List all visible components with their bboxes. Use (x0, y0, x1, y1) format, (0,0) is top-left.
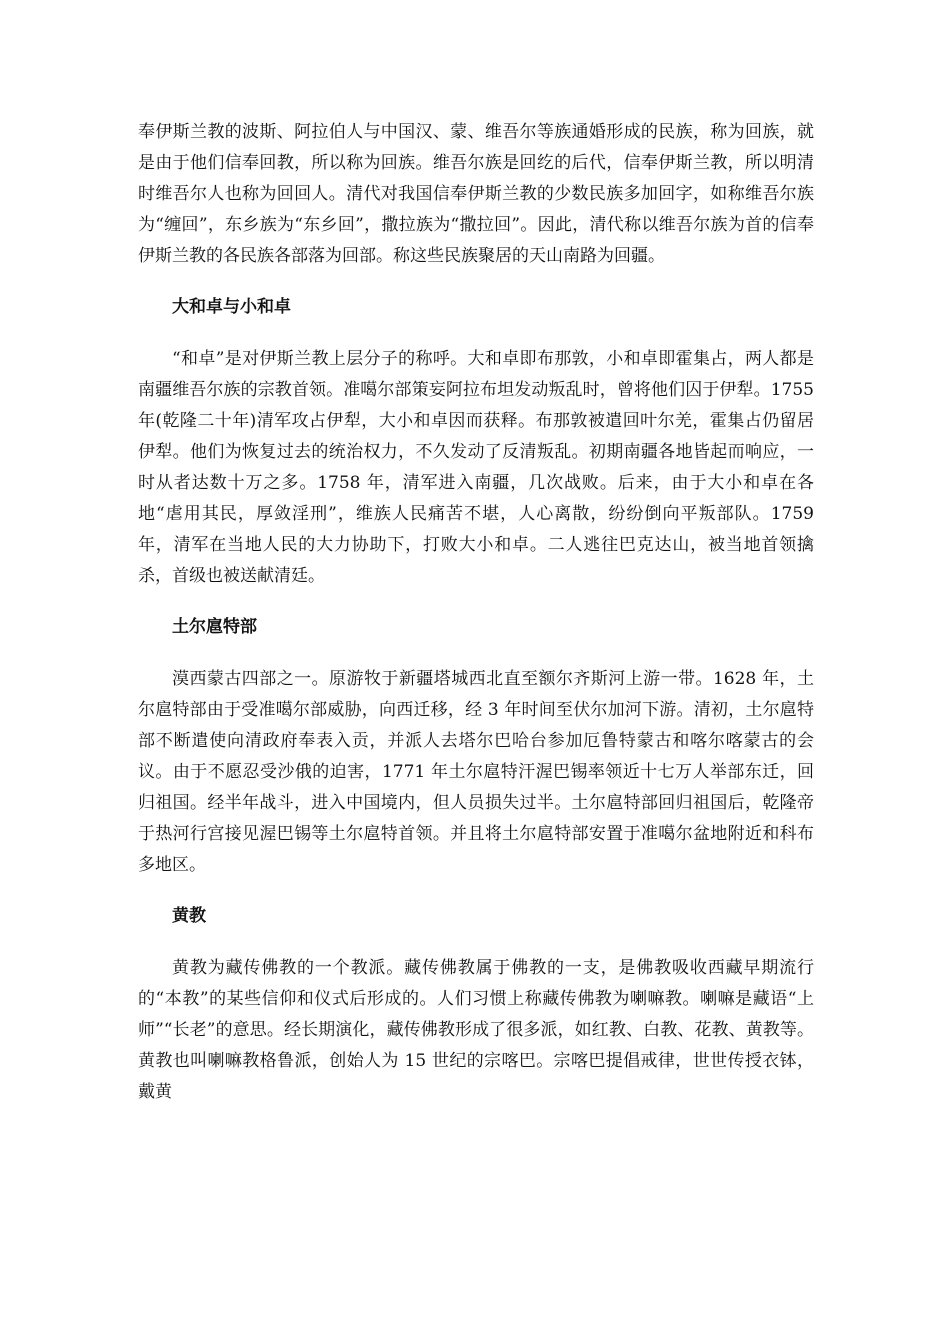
section-heading-3: 黄教 (172, 906, 206, 926)
section-body-3: 黄教为藏传佛教的一个教派。藏传佛教属于佛教的一支，是佛教吸收西藏早期流行的“本教”的某些信仰和仪式后形成的。人们习惯上称藏传佛教为喇嘛教。喇嘛是藏语“上师”“长老”的意思。经长期演化，藏传佛教形成了很多派，如红教、白教、花教、黄教等。黄教也叫喇嘛教格鲁派，创始人为 15 世纪的宗喀巴。宗喀巴提倡戒律，世世传授衣钵，戴黄 (138, 958, 814, 1102)
section-heading-2: 土尔扈特部 (172, 617, 257, 637)
intro-paragraph: 奉伊斯兰教的波斯、阿拉伯人与中国汉、蒙、维吾尔等族通婚形成的民族，称为回族，就是由于他们信奉回教，所以称为回族。维吾尔族是回纥的后代，信奉伊斯兰教，所以明清时维吾尔人也称为回回人。清代对我国信奉伊斯兰教的少数民族多加回字，如称维吾尔族为“缠回”，东乡族为“东乡回”，撒拉族为“撒拉回”。因此，清代称以维吾尔族为首的信奉伊斯兰教的各民族各部落为回部。称这些民族聚居的天山南路为回疆。 (138, 122, 814, 266)
spacer (138, 643, 814, 664)
spacer (138, 592, 814, 612)
section-body-1: “和卓”是对伊斯兰教上层分子的称呼。大和卓即布那敦，小和卓即霍集占，两人都是南疆维吾尔族的宗教首领。准噶尔部策妄阿拉布坦发动叛乱时，曾将他们囚于伊犁。1755 年(乾隆二十年)清军攻占伊犁，大小和卓因而获释。布那敦被遣回叶尔羌，霍集占仍留居伊犁。他们为恢复过去的统治权力，不久发动了反清叛乱。初期南疆各地皆起而响应，一时从者达数十万之多。1758 年，清军进入南疆，几次战败。后来，由于大小和卓在各地“虐用其民，厚敛淫刑”，维族人民痛苦不堪，人心离散，纷纷倒向平叛部队。1759 年，清军在当地人民的大力协助下，打败大小和卓。二人逃往巴克达山，被当地首领擒杀，首级也被送献清廷。 (138, 349, 814, 586)
section-body-2: 漠西蒙古四部之一。原游牧于新疆塔城西北直至额尔齐斯河上游一带。1628 年，土尔扈特部由于受准噶尔部威胁，向西迁移，经 3 年时间至伏尔加河下游。清初，土尔扈特部不断遣使向清政府奉表入贡，并派人去塔尔巴哈台参加厄鲁特蒙古和喀尔喀蒙古的会议。由于不愿忍受沙俄的迫害，1771 年土尔扈特汗渥巴锡率领近十七万人举部东迁，回归祖国。经半年战斗，进入中国境内，但人员损失过半。土尔扈特部回归祖国后，乾隆帝于热河行宫接见渥巴锡等土尔扈特首领。并且将土尔扈特部安置于准噶尔盆地附近和科布多地区。 (138, 669, 814, 875)
spacer (138, 323, 814, 344)
spacer (138, 272, 814, 292)
section-heading-1: 大和卓与小和卓 (172, 297, 291, 317)
spacer (138, 881, 814, 901)
spacer (138, 932, 814, 953)
document-page (138, 117, 814, 1108)
